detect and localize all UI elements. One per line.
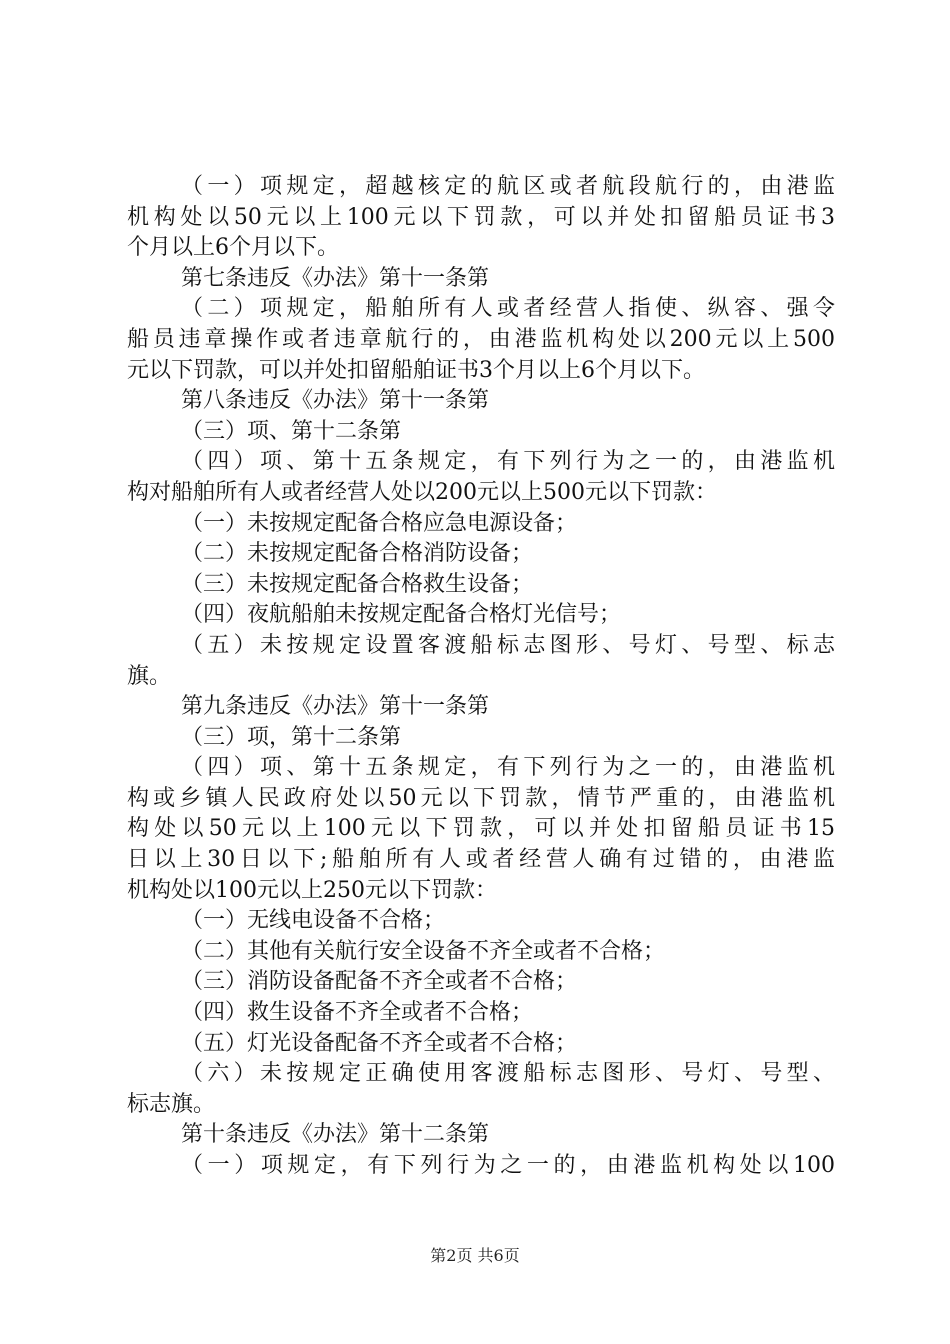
text-line: 个月以上6个月以下。 (127, 235, 339, 261)
text-line: 构对船舶所有人或者经营人处以200元以上500元以下罚款： (127, 479, 717, 505)
text-line: （五）灯光设备配备不齐全或者不合格； (181, 1030, 578, 1056)
text-line: 元以下罚款，可以并处扣留船舶证书3个月以上6个月以下。 (127, 357, 705, 383)
text-line: 机构处以100元以上250元以下罚款： (127, 877, 497, 903)
text-line: （四）项、第十五条规定，有下列行为之一的，由港监机 (181, 755, 835, 781)
text-line: （六）未按规定正确使用客渡船标志图形、号灯、号型、 (181, 1061, 835, 1087)
text-line: （二）项规定，船舶所有人或者经营人指使、纵容、强令 (181, 296, 835, 322)
text-line: 第八条违反《办法》第十一条第 (181, 388, 490, 414)
text-line: 第九条违反《办法》第十一条第 (181, 694, 490, 720)
text-line: 第十条违反《办法》第十二条第 (181, 1122, 490, 1148)
text-line: （二）其他有关航行安全设备不齐全或者不合格； (181, 938, 666, 964)
text-line: 第七条违反《办法》第十一条第 (181, 265, 490, 291)
text-line: （二）未按规定配备合格消防设备； (181, 541, 534, 567)
text-line: 构或乡镇人民政府处以50元以下罚款，情节严重的，由港监机 (127, 785, 835, 811)
document-body (127, 172, 835, 1182)
text-line: （一）无线电设备不合格； (181, 908, 446, 934)
page-footer: 第2页 共6页 (430, 1246, 520, 1265)
text-line: 机构处以50元以上100元以下罚款，可以并处扣留船员证书3 (127, 204, 835, 230)
text-line: 旗。 (127, 663, 172, 689)
text-line: （三）项、第十二条第 (181, 418, 402, 444)
text-line: （三）项，第十二条第 (181, 724, 402, 750)
text-line: （四）救生设备不齐全或者不合格； (181, 1000, 534, 1026)
text-line: （四）项、第十五条规定，有下列行为之一的，由港监机 (181, 449, 835, 475)
text-line: 标志旗。 (127, 1091, 216, 1117)
text-line: （一）项规定，超越核定的航区或者航段航行的，由港监 (181, 174, 835, 199)
text-line: （五）未按规定设置客渡船标志图形、号灯、号型、标志 (181, 632, 835, 658)
text-line: （一）项规定，有下列行为之一的，由港监机构处以100 (181, 1153, 835, 1178)
text-line: 日以上30日以下;船舶所有人或者经营人确有过错的，由港监 (127, 847, 835, 873)
text-line: 构处以50元以上100元以下罚款，可以并处扣留船员证书15 (127, 816, 835, 842)
text-line: （三）消防设备配备不齐全或者不合格； (181, 969, 578, 995)
text-line: （四）夜航船舶未按规定配备合格灯光信号； (181, 602, 622, 628)
text-line: 船员违章操作或者违章航行的，由港监机构处以200元以上500 (127, 326, 835, 352)
text-line: （三）未按规定配备合格救生设备； (181, 571, 534, 597)
text-line: （一）未按规定配备合格应急电源设备； (181, 510, 578, 536)
